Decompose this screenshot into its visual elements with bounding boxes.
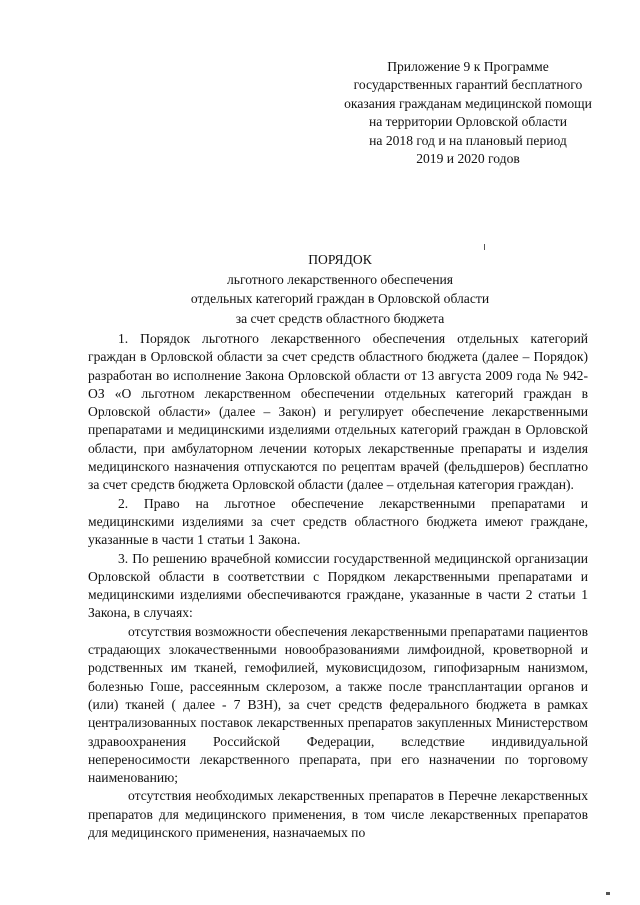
scan-speck xyxy=(606,892,610,895)
title-heading: ПОРЯДОК xyxy=(308,252,372,267)
paragraph-case-2: отсутствия необходимых лекарственных препаратов в Перечне лекарственных препаратов для медицинского применения, в том числе лекарственных препаратов для медицинского применения, назначаемых по xyxy=(88,788,588,841)
appendix-line: Приложение 9 к Программе xyxy=(387,59,549,74)
appendix-line: государственных гарантий бесплатного xyxy=(353,77,583,93)
title-subline: отдельных категорий граждан в Орловской области xyxy=(190,291,490,306)
document-body xyxy=(88,330,588,842)
appendix-line: на 2018 год и на плановый период xyxy=(369,132,567,148)
paragraph-case-1: отсутствия возможности обеспечения лекарственными препаратами пациентов страдающих злокачественными новообразованиями лимфоидной, кроветворной и родственных им тканей, гемофилией, муковисцидозом, гипофизарным нанизмом, болезнью Гоше, рассеянным склерозом, а также после трансплантации органов и (или) тканей ( далее - 7 ВЗН), за счет средств федерального бюджета в рамках централизованных поставок лекарственных препаратов закупленных Министерством здравоохранения Российской Федерации, вследствие индивидуальной непереносимости лекарственного препарата, при его назначении по торговому наименованию; xyxy=(88,623,588,786)
paragraph-1: 1. Порядок льготного лекарственного обеспечения отдельных категорий граждан в Орловской области за счет средств областного бюджета (далее – Порядок) разработан во исполнение Закона Орловской области от 13 августа 2009 года № 942-ОЗ «О льготном лекарственном обеспечении отдельных категорий граждан в Орловской области» (далее – Закон) и регулирует обеспечение лекарственными препаратами и медицинскими изделиями отдельных категорий граждан в Орловской области, при амбулаторном лечении которых лекарственные препараты и изделия медицинского назначения отпускаются по рецептам врачей (фельдшеров) бесплатно за счет средств бюджета Орловской области (далее – отдельная категория граждан). xyxy=(88,331,588,493)
title-subline: льготного лекарственного обеспечения xyxy=(226,271,454,287)
paragraph-2: 2. Право на льготное обеспечение лекарственными препаратами и медицинскими изделиями за счет средств областного бюджета имеют граждане, указанные в части 1 статьи 1 Закона. xyxy=(88,495,588,548)
appendix-note xyxy=(318,58,618,168)
scan-speck xyxy=(484,244,485,250)
appendix-line: 2019 и 2020 годов xyxy=(416,151,520,167)
appendix-line: оказания гражданам медицинской помощи xyxy=(344,95,592,111)
document-title xyxy=(80,250,600,328)
title-subline: за счет средств областного бюджета xyxy=(235,310,445,326)
appendix-line: на территории Орловской области xyxy=(368,114,568,130)
paragraph-3: 3. По решению врачебной комиссии государственной медицинской организации Орловской области в соответствии с Порядком лекарственными препаратами и медицинскими изделиями обеспечиваются граждане, указанные в части 2 статьи 1 Закона, в случаях: xyxy=(88,550,588,621)
